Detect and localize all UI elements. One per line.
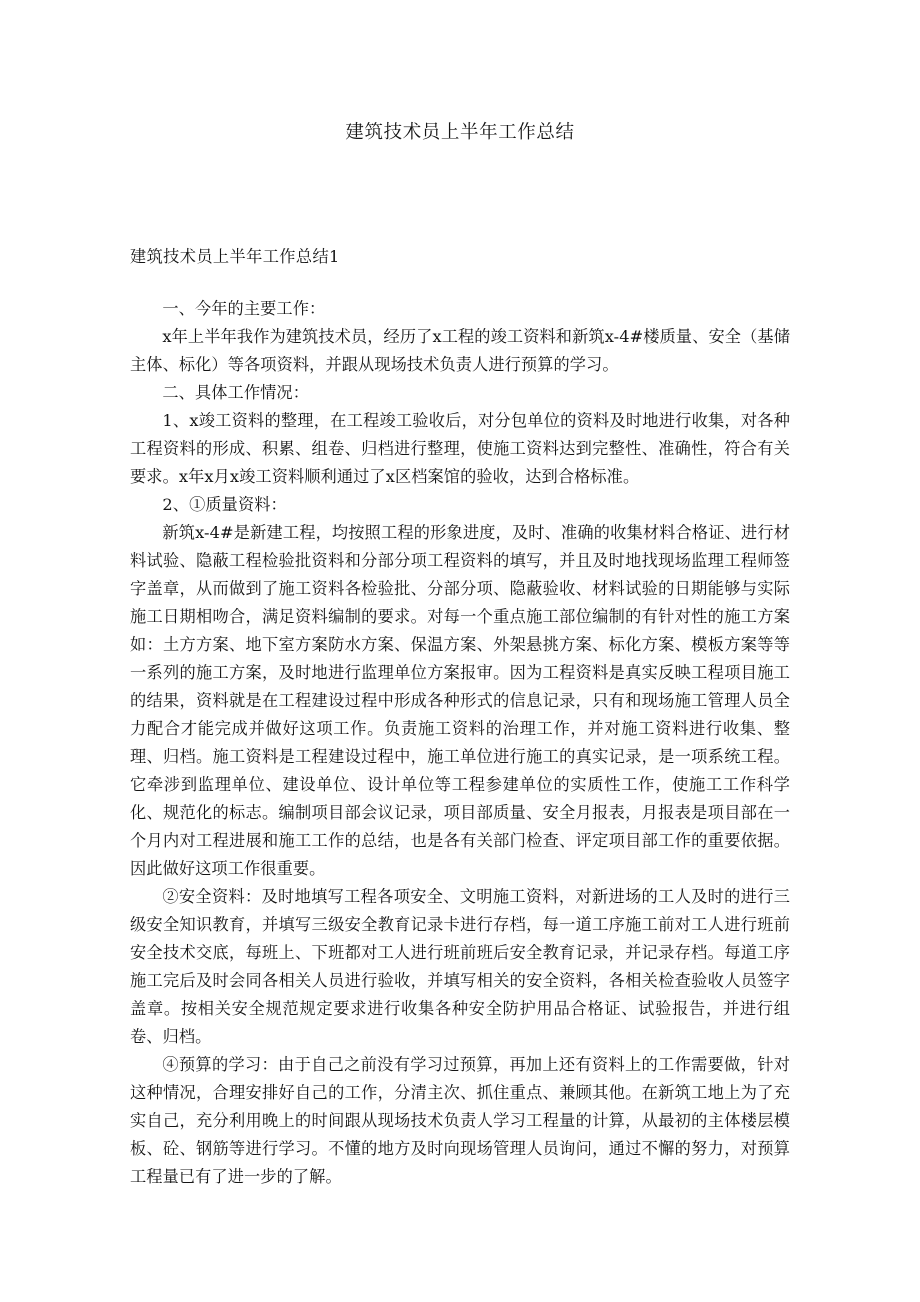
paragraph-completion-documents: 1、x竣工资料的整理，在工程竣工验收后，对分包单位的资料及时地进行收集，对各种工程资料的形成、积累、组卷、归档进行整理，使施工资料达到完整性、准确性，符合有关要求。x年x月x竣工资料顺利通过了x区档案馆的验收，达到合格标准。: [130, 411, 790, 486]
paragraph-main-work-heading: 一、今年的主要工作：: [162, 299, 326, 318]
document-body: [130, 243, 790, 1191]
paragraph-budget-study: ④预算的学习：由于自己之前没有学习过预算，再加上还有资料上的工作需要做，针对这种情况，合理安排好自己的工作，分清主次、抓住重点、兼顾其他。在新筑工地上为了充实自己，充分利用晚上的时间跟从现场技术负责人学习工程量的计算，从最初的主体楼层模板、砼、钢筋等进行学习。不懂的地方及时向现场管理人员询问，通过不懈的努力，对预算工程量已有了进一步的了解。: [130, 1055, 790, 1186]
paragraph-quality-documents-body: 新筑x-4#是新建工程，均按照工程的形象进度，及时、准确的收集材料合格证、进行材料试验、隐蔽工程检验批资料和分部分项工程资料的填写，并且及时地找现场监理工程师签字盖章，从而做到了施工资料各检验批、分部分项、隐蔽验收、材料试验的日期能够与实际施工日期相吻合，满足资料编制的要求。对每一个重点施工部位编制的有针对性的施工方案如：土方方案、地下室方案防水方案、保温方案、外架悬挑方案、标化方案、模板方案等等一系列的施工方案，及时地进行监理单位方案报审。因为工程资料是真实反映工程项目施工的结果，资料就是在工程建设过程中形成各种形式的信息记录，只有和现场施工管理人员全力配合才能完成并做好这项工作。负责施工资料的治理工作，并对施工资料进行收集、整理、归档。施工资料是工程建设过程中，施工单位进行施工的真实记录，是一项系统工程。它牵涉到监理单位、建设单位、设计单位等工程参建单位的实质性工作，使施工工作科学化、规范化的标志。编制项目部会议记录，项目部质量、安全月报表，月报表是项目部在一个月内对工程进展和施工工作的总结，也是各有关部门检查、评定项目部工作的重要依据。因此做好这项工作很重要。: [130, 523, 790, 878]
paragraph-safety-documents: ②安全资料：及时地填写工程各项安全、文明施工资料，对新进场的工人及时的进行三级安全知识教育，并填写三级安全教育记录卡进行存档，每一道工序施工前对工人进行班前安全技术交底，每班上、下班都对工人进行班前班后安全教育记录，并记录存档。每道工序施工完后及时会同各相关人员进行验收，并填写相关的安全资料，各相关检查验收人员签字盖章。按相关安全规范规定要求进行收集各种安全防护用品合格证、试验报告，并进行组卷、归档。: [130, 887, 790, 1046]
paragraph-main-work-body: x年上半年我作为建筑技术员，经历了x工程的竣工资料和新筑x-4#楼质量、安全（基储主体、标化）等各项资料，并跟从现场技术负责人进行预算的学习。: [130, 327, 790, 374]
paragraph-detail-work-heading: 二、具体工作情况：: [162, 383, 309, 402]
section-subheading: 建筑技术员上半年工作总结1: [130, 247, 340, 266]
page-title: 建筑技术员上半年工作总结: [345, 122, 575, 144]
paragraph-quality-documents-heading: 2、①质量资料：: [162, 495, 287, 514]
